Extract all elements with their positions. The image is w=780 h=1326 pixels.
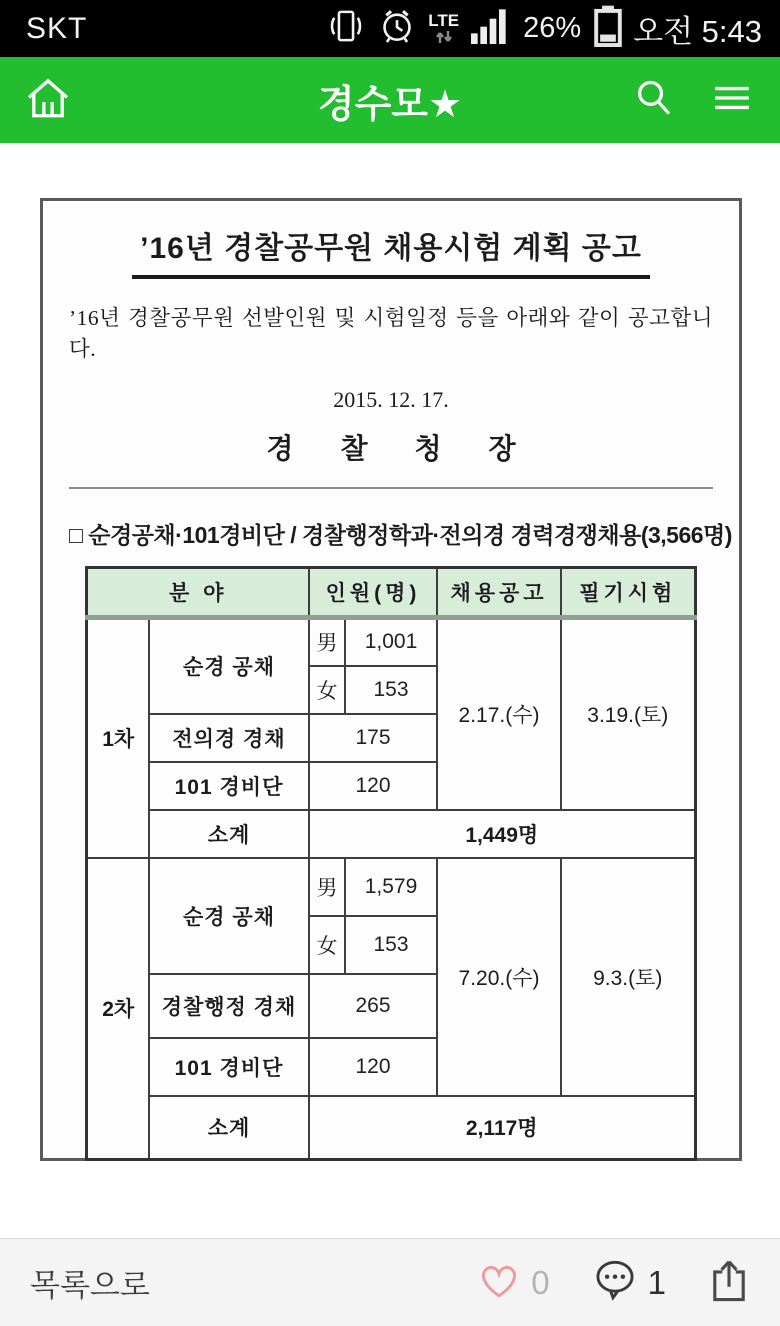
cell-round1-row4-count: 120 <box>309 762 437 810</box>
clock-label: 오전 5:43 <box>633 14 762 49</box>
battery-percent: 26% <box>523 12 582 44</box>
document-divider <box>69 487 713 489</box>
bottom-bar <box>0 1238 780 1326</box>
cell-round2-name: 2차 <box>87 858 149 1160</box>
comment-icon <box>592 1259 638 1306</box>
menu-icon <box>709 75 755 126</box>
cell-round2-row4-count: 120 <box>309 1038 437 1096</box>
share-icon <box>708 1257 750 1308</box>
header-count: 인원(명) <box>309 568 437 618</box>
app-bar <box>0 57 780 143</box>
document-date: 2015. 12. 17. <box>333 387 449 412</box>
cell-round1-row4-label: 101 경비단 <box>149 762 309 810</box>
home-icon <box>22 72 74 129</box>
cell-round2-row3-label: 경찰행정 경채 <box>149 974 309 1038</box>
cell-round2-susung: 순경 공채 <box>149 858 309 974</box>
like-count: 0 <box>531 1263 550 1301</box>
post-content <box>0 143 780 1238</box>
menu-button[interactable] <box>706 74 758 126</box>
cell-round1-row3-label: 전의경 경채 <box>149 714 309 762</box>
cell-round2-row4-label: 101 경비단 <box>149 1038 309 1096</box>
alarm-icon <box>378 7 416 50</box>
cell-round1-exam: 3.19.(토) <box>561 618 695 810</box>
signal-icon <box>471 8 511 49</box>
table-row <box>87 810 695 858</box>
carrier-label: SKT <box>26 11 88 45</box>
cell-round2-row3-count: 265 <box>309 974 437 1038</box>
status-bar <box>0 0 780 57</box>
cell-round1-susung: 순경 공채 <box>149 618 309 714</box>
header-field: 분 야 <box>87 568 309 618</box>
announcement-document-image <box>40 198 742 1161</box>
page-title: 경수모★ <box>317 83 463 126</box>
cell-round2-subtotal-count: 2,117명 <box>309 1096 695 1160</box>
cell-round1-male-count: 1,001 <box>345 618 437 666</box>
app-bar-actions <box>628 74 758 126</box>
cell-round1-subtotal-label: 소계 <box>149 810 309 858</box>
table-row <box>87 618 695 666</box>
status-icons <box>326 5 623 52</box>
cell-round2-exam: 9.3.(토) <box>561 858 695 1096</box>
header-announce: 채용공고 <box>437 568 561 618</box>
cell-round2-female-label: 女 <box>309 916 345 974</box>
header-exam: 필기시험 <box>561 568 695 618</box>
cell-round2-male-count: 1,579 <box>345 858 437 916</box>
cell-round2-female-count: 153 <box>345 916 437 974</box>
document-title-wrap <box>69 223 713 279</box>
recruitment-table <box>85 566 696 1161</box>
heart-icon <box>477 1260 521 1305</box>
vibrate-icon <box>326 8 366 49</box>
comment-button[interactable] <box>592 1259 666 1306</box>
back-to-list-button[interactable]: 목록으로 <box>30 1268 150 1303</box>
cell-round1-row3-count: 175 <box>309 714 437 762</box>
search-button[interactable] <box>628 74 680 126</box>
cell-round1-name: 1차 <box>87 618 149 858</box>
section-heading: □ 순경공채·101경비단 / 경찰행정학과·전의경 경력경쟁채용(3,566명) <box>69 522 732 548</box>
table-row <box>87 1096 695 1160</box>
cell-round1-female-label: 女 <box>309 666 345 714</box>
cell-round1-female-count: 153 <box>345 666 437 714</box>
document-title: ’16년 경찰공무원 채용시험 계획 공고 <box>132 223 650 279</box>
battery-icon <box>593 5 623 52</box>
cell-round2-subtotal-label: 소계 <box>149 1096 309 1160</box>
home-button[interactable] <box>22 74 74 126</box>
table-header-row <box>87 568 695 618</box>
share-button[interactable] <box>708 1257 750 1308</box>
cell-round2-announce: 7.20.(수) <box>437 858 561 1096</box>
table-row <box>87 858 695 916</box>
cell-round1-male-label: 男 <box>309 618 345 666</box>
document-intro: ’16년 경찰공무원 선발인원 및 시험일정 등을 아래와 같이 공고합니다. <box>69 306 713 361</box>
cell-round1-announce: 2.17.(수) <box>437 618 561 810</box>
cell-round2-male-label: 男 <box>309 858 345 916</box>
comment-count: 1 <box>647 1263 666 1301</box>
cell-round1-subtotal-count: 1,449명 <box>309 810 695 858</box>
search-icon <box>631 75 677 126</box>
lte-icon: LTE <box>428 12 459 45</box>
document-signer: 경 찰 청 장 <box>266 434 536 465</box>
like-button[interactable] <box>477 1260 549 1305</box>
